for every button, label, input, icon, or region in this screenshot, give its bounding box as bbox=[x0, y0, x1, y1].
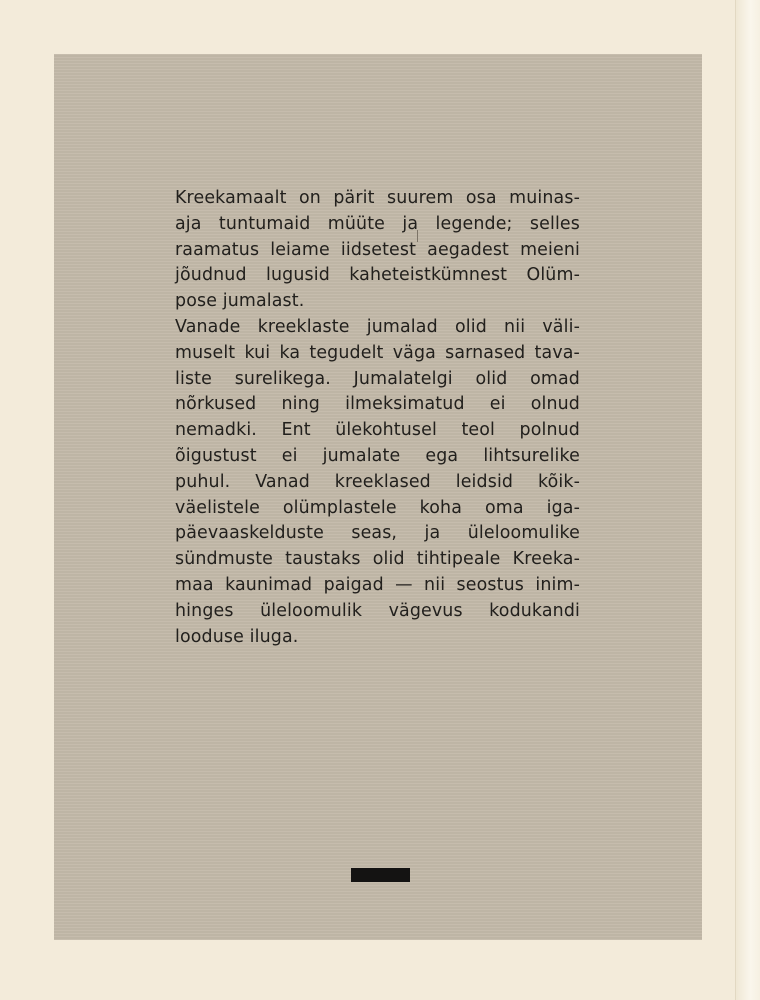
text-line: hinges üleloomulik vägevus kodukandi bbox=[175, 600, 580, 621]
text-line: muselt kui ka tegudelt väga sarnased tava- bbox=[175, 342, 580, 363]
text-line: nemadki. Ent ülekohtusel teol polnud bbox=[175, 420, 580, 441]
text-line: nõrkused ning ilmeksimatud ei olnud bbox=[175, 394, 580, 415]
blurb-text bbox=[175, 186, 580, 650]
text-line: maa kaunimad paigad — nii seostus inim- bbox=[175, 574, 580, 595]
page-edge bbox=[735, 0, 760, 1000]
text-line: sündmuste taustaks olid tihtipeale Kreeka- bbox=[175, 549, 580, 570]
text-line: päevaaskelduste seas, ja üleloomulike bbox=[175, 523, 580, 544]
text-line: Vanade kreeklaste jumalad olid nii väli- bbox=[175, 316, 580, 337]
text-line: puhul. Vanad kreeklased leidsid kõik- bbox=[175, 471, 580, 492]
black-bar-mark bbox=[351, 868, 410, 882]
text-line: Kreekamaalt on pärit suurem osa muinas- bbox=[175, 188, 580, 208]
text-line: õigustust ei jumalate ega lihtsurelike bbox=[175, 445, 580, 466]
text-line: aja tuntumaid müüte ja legende; selles bbox=[175, 213, 580, 234]
text-line: pose jumalast. bbox=[175, 291, 305, 312]
text-line: väelistele olümplastele koha oma iga- bbox=[175, 497, 580, 518]
text-line: raamatus leiame iidsetest aegadest meieni bbox=[175, 239, 580, 260]
text-line: jõudnud lugusid kaheteistkümnest Olüm- bbox=[175, 265, 580, 286]
text-line: liste surelikega. Jumalatelgi olid omad bbox=[175, 368, 580, 389]
text-line: looduse iluga. bbox=[175, 626, 299, 647]
